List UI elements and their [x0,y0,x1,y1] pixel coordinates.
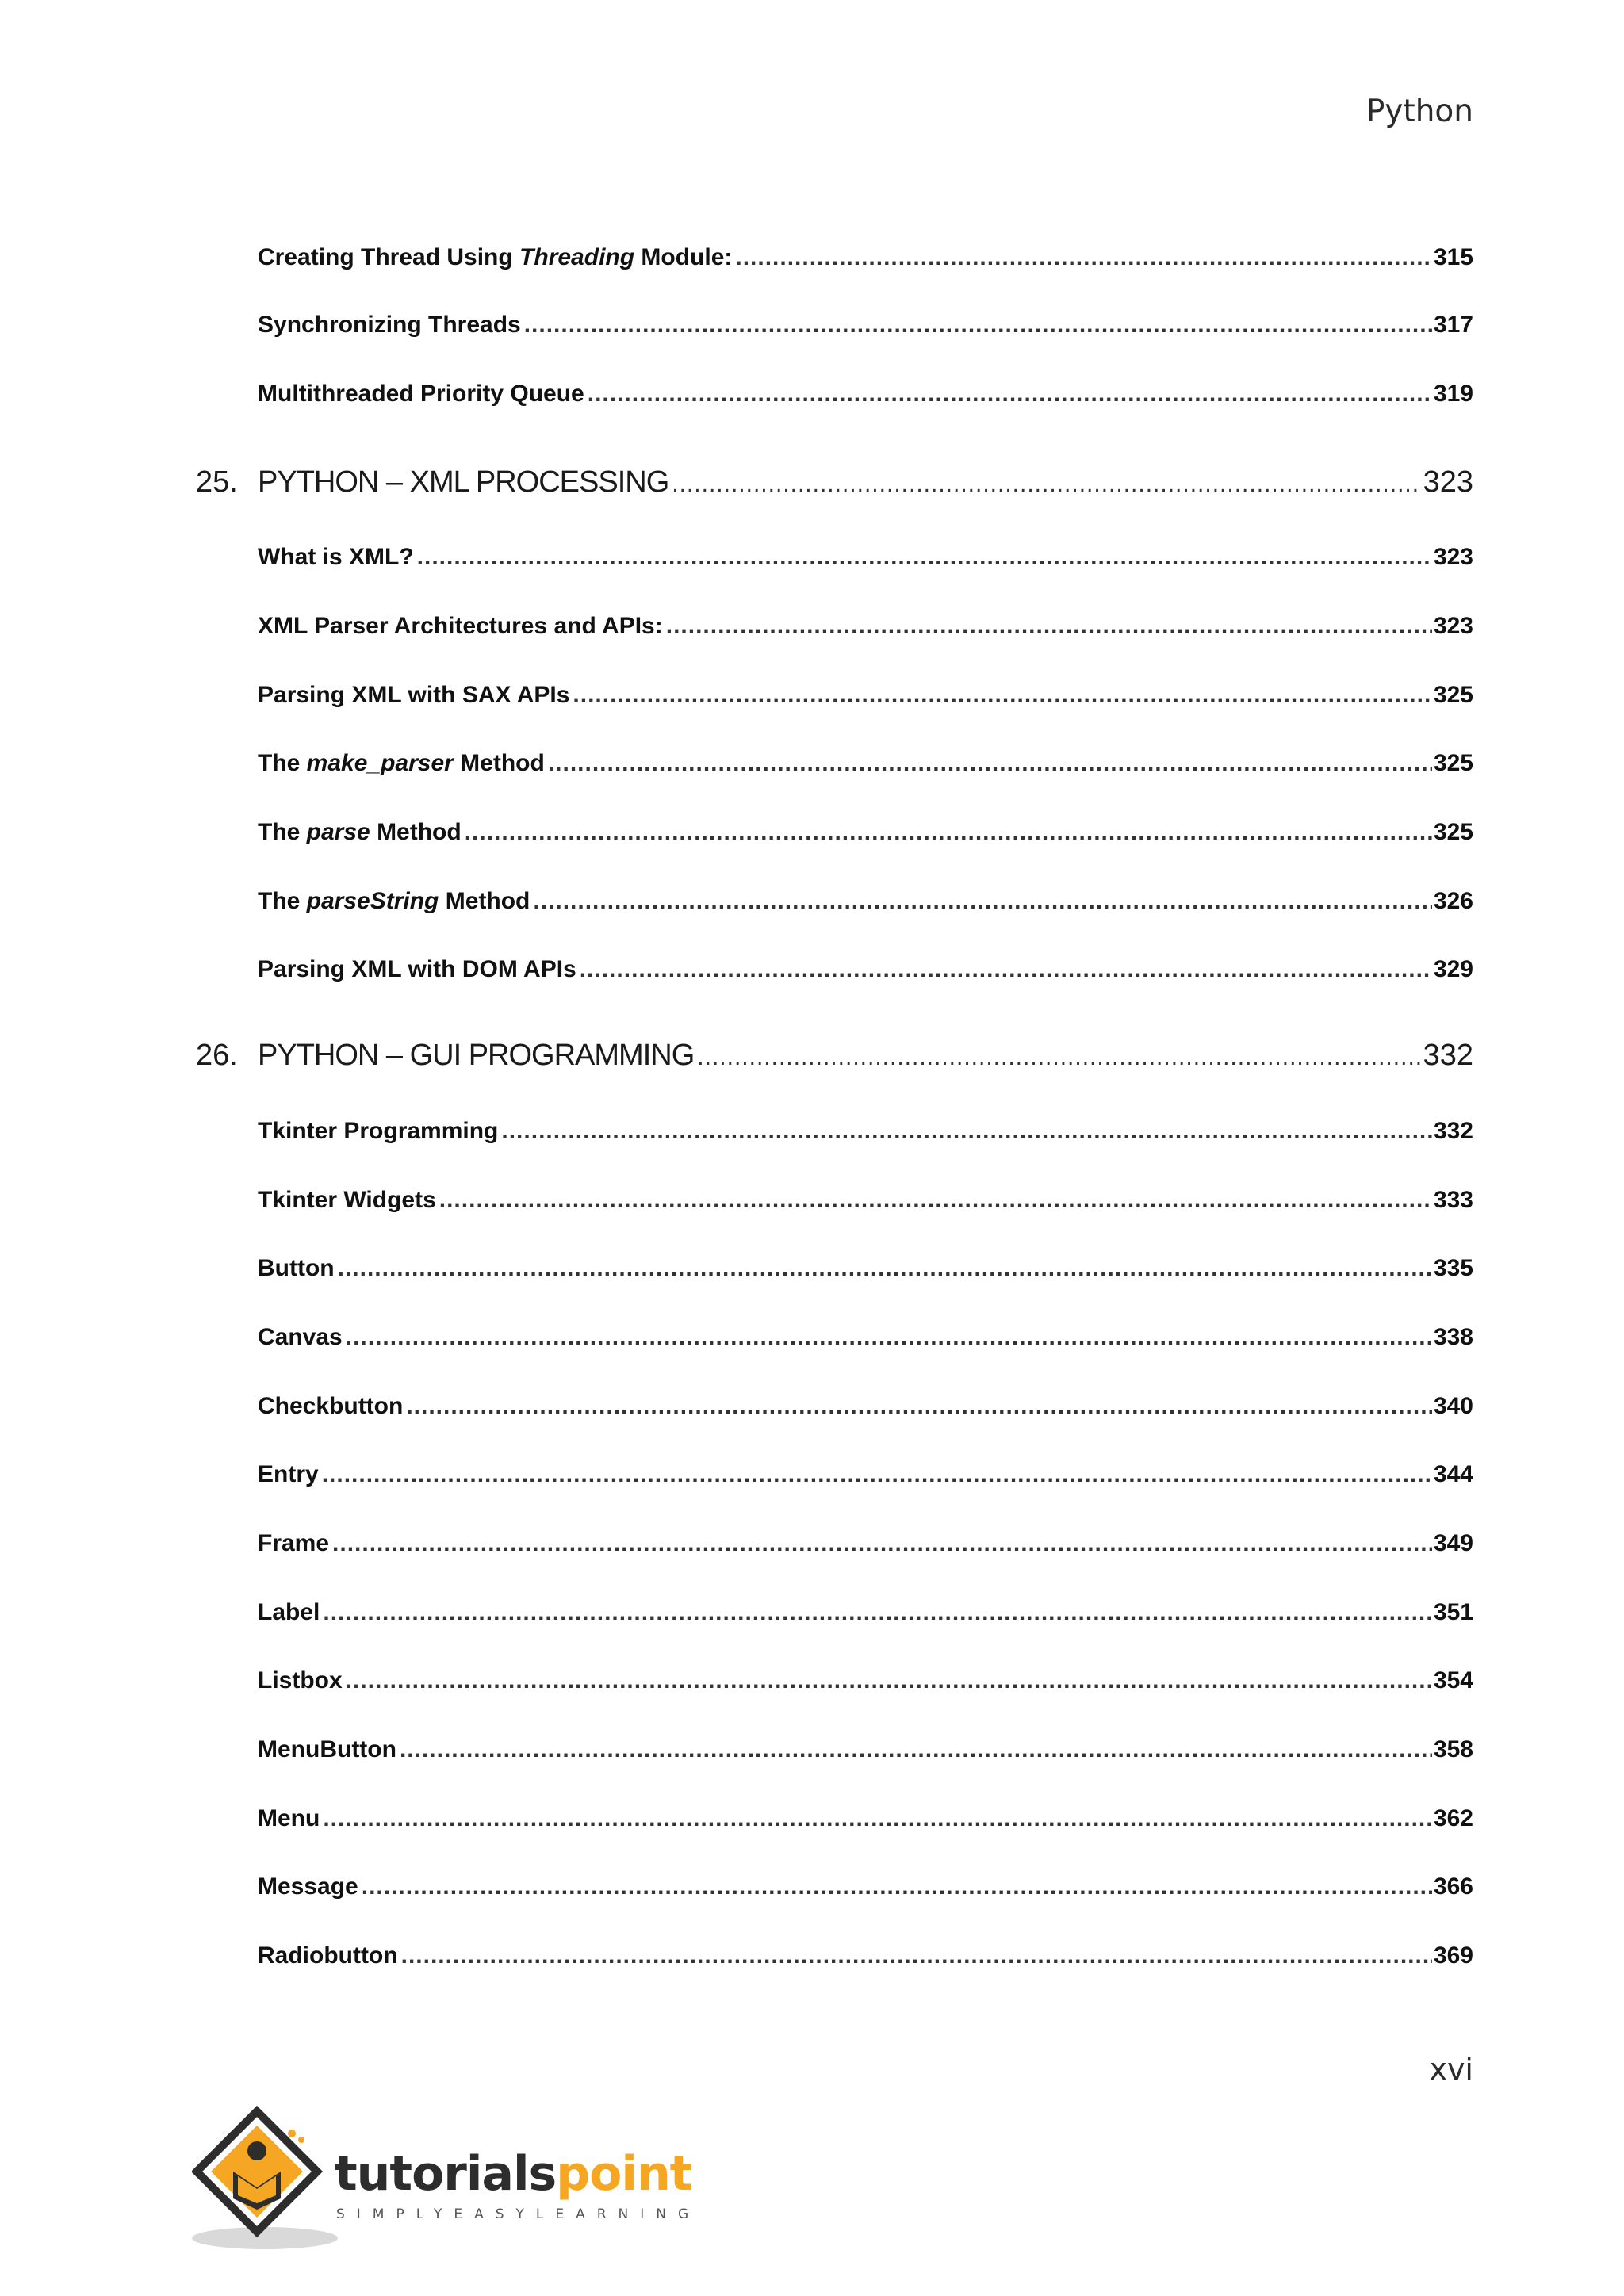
dot-leader [332,1530,1432,1557]
toc-entry-label: Entry [258,1461,319,1487]
dot-leader [406,1393,1432,1420]
toc-page-number: 317 [1433,312,1473,338]
toc-entry-label: Checkbutton [258,1393,404,1419]
dot-leader [417,544,1432,571]
dot-leader [533,888,1432,915]
chapter-number: 25. [196,465,238,499]
toc-entry[interactable] [258,1324,1473,1364]
dot-leader [524,312,1432,339]
toc-entry-label: Label [258,1599,320,1625]
toc-entry-label: Frame [258,1530,330,1556]
tutorialspoint-logo [192,2105,701,2256]
toc-entry-label: The parseString Method [258,888,530,914]
running-header-title: Python [1365,94,1473,129]
logo-tagline: SIMPLYEASYLEARNING [336,2206,701,2222]
toc-page-number: 315 [1433,244,1473,270]
toc-page-number: 362 [1433,1805,1473,1831]
toc-entry-label: Parsing XML with DOM APIs [258,956,576,982]
dot-leader [400,1736,1432,1763]
toc-page-number: 326 [1433,888,1473,914]
toc-entry[interactable] [258,1393,1473,1433]
toc-entry[interactable] [258,1255,1473,1295]
dot-leader [735,244,1432,271]
dot-leader [666,613,1432,640]
toc-page-number: 369 [1433,1942,1473,1969]
toc-entry-label: Tkinter Widgets [258,1187,436,1213]
toc-entry[interactable] [258,750,1473,790]
toc-page-number: 332 [1433,1118,1473,1144]
dot-leader [439,1187,1432,1214]
dot-leader [588,381,1432,408]
toc-entry[interactable] [258,1118,1473,1158]
toc-page-number: 335 [1433,1255,1473,1281]
toc-entry[interactable] [258,1873,1473,1913]
toc-page-number: 325 [1433,682,1473,708]
dot-leader [672,471,1419,498]
toc-page-number: 325 [1433,819,1473,845]
toc-entry[interactable] [258,1667,1473,1707]
toc-page-number: 323 [1423,465,1473,499]
toc-entry[interactable] [258,1461,1473,1501]
toc-entry[interactable] [258,888,1473,928]
toc-entry[interactable] [258,544,1473,584]
dot-leader [346,1324,1432,1351]
toc-entry-label: Multithreaded Priority Queue [258,381,584,407]
dot-leader [501,1118,1432,1145]
toc-page-number: 358 [1433,1736,1473,1762]
toc-page-number: 351 [1433,1599,1473,1625]
toc-entry-label: Canvas [258,1324,343,1350]
toc-entry-label: Button [258,1255,335,1281]
toc-entry[interactable] [258,1942,1473,1982]
toc-page-number: 354 [1433,1667,1473,1693]
toc-entry[interactable] [258,1530,1473,1570]
toc-entry-label: Parsing XML with SAX APIs [258,682,570,708]
toc-entry-label: MenuButton [258,1736,396,1762]
toc-page-number: 332 [1423,1039,1473,1072]
toc-page-number: 325 [1433,750,1473,776]
toc-entry[interactable] [258,819,1473,859]
toc-page-number: 338 [1433,1324,1473,1350]
toc-entry-label: Synchronizing Threads [258,312,521,338]
toc-entry-label: Menu [258,1805,320,1831]
dot-leader [697,1044,1419,1071]
dot-leader [465,819,1432,846]
dot-leader [362,1873,1432,1900]
dot-leader [323,1599,1432,1626]
toc-entry-label: The parse Method [258,819,462,845]
logo-wordmark: tutorialspoint [335,2146,692,2202]
toc-entry[interactable] [258,1187,1473,1226]
toc-entry-label: Listbox [258,1667,343,1693]
dot-leader [573,682,1432,709]
toc-entry[interactable] [258,381,1473,420]
toc-page-number: 329 [1433,956,1473,982]
toc-page-number: 323 [1433,544,1473,570]
toc-entry-label: Creating Thread Using Threading Module: [258,244,733,270]
toc-entry[interactable] [258,682,1473,721]
toc-entry[interactable] [258,1736,1473,1776]
toc-page-number: 340 [1433,1393,1473,1419]
chapter-title: PYTHON – GUI PROGRAMMING [258,1039,695,1072]
toc-entry-label: Radiobutton [258,1942,398,1969]
toc-chapter-heading[interactable] [196,1039,1473,1086]
dot-leader [548,750,1432,777]
dot-leader [401,1942,1432,1969]
toc-entry[interactable] [258,1805,1473,1845]
toc-chapter-heading[interactable] [196,465,1473,513]
dot-leader [323,1805,1432,1832]
chapter-title: PYTHON – XML PROCESSING [258,465,669,499]
toc-entry-label: Message [258,1873,358,1900]
logo-diamond-icon [192,2105,343,2256]
dot-leader [322,1461,1432,1488]
toc-entry[interactable] [258,956,1473,996]
toc-page-number: 349 [1433,1530,1473,1556]
toc-page-number: 366 [1433,1873,1473,1900]
page-number: xvi [1429,2052,1473,2087]
dot-leader [338,1255,1432,1282]
toc-page-number: 344 [1433,1461,1473,1487]
toc-entry-label: The make_parser Method [258,750,545,776]
chapter-number: 26. [196,1039,238,1072]
toc-entry-label: What is XML? [258,544,414,570]
dot-leader [580,956,1432,983]
toc-entry[interactable] [258,613,1473,652]
toc-entry[interactable] [258,312,1473,351]
toc-page-number: 319 [1433,381,1473,407]
toc-entry-label: Tkinter Programming [258,1118,499,1144]
toc-entry-label: XML Parser Architectures and APIs: [258,613,663,639]
dot-leader [346,1667,1432,1694]
toc-entry[interactable] [258,1599,1473,1639]
toc-entry[interactable] [258,244,1473,284]
toc-page-number: 323 [1433,613,1473,639]
toc-page-number: 333 [1433,1187,1473,1213]
